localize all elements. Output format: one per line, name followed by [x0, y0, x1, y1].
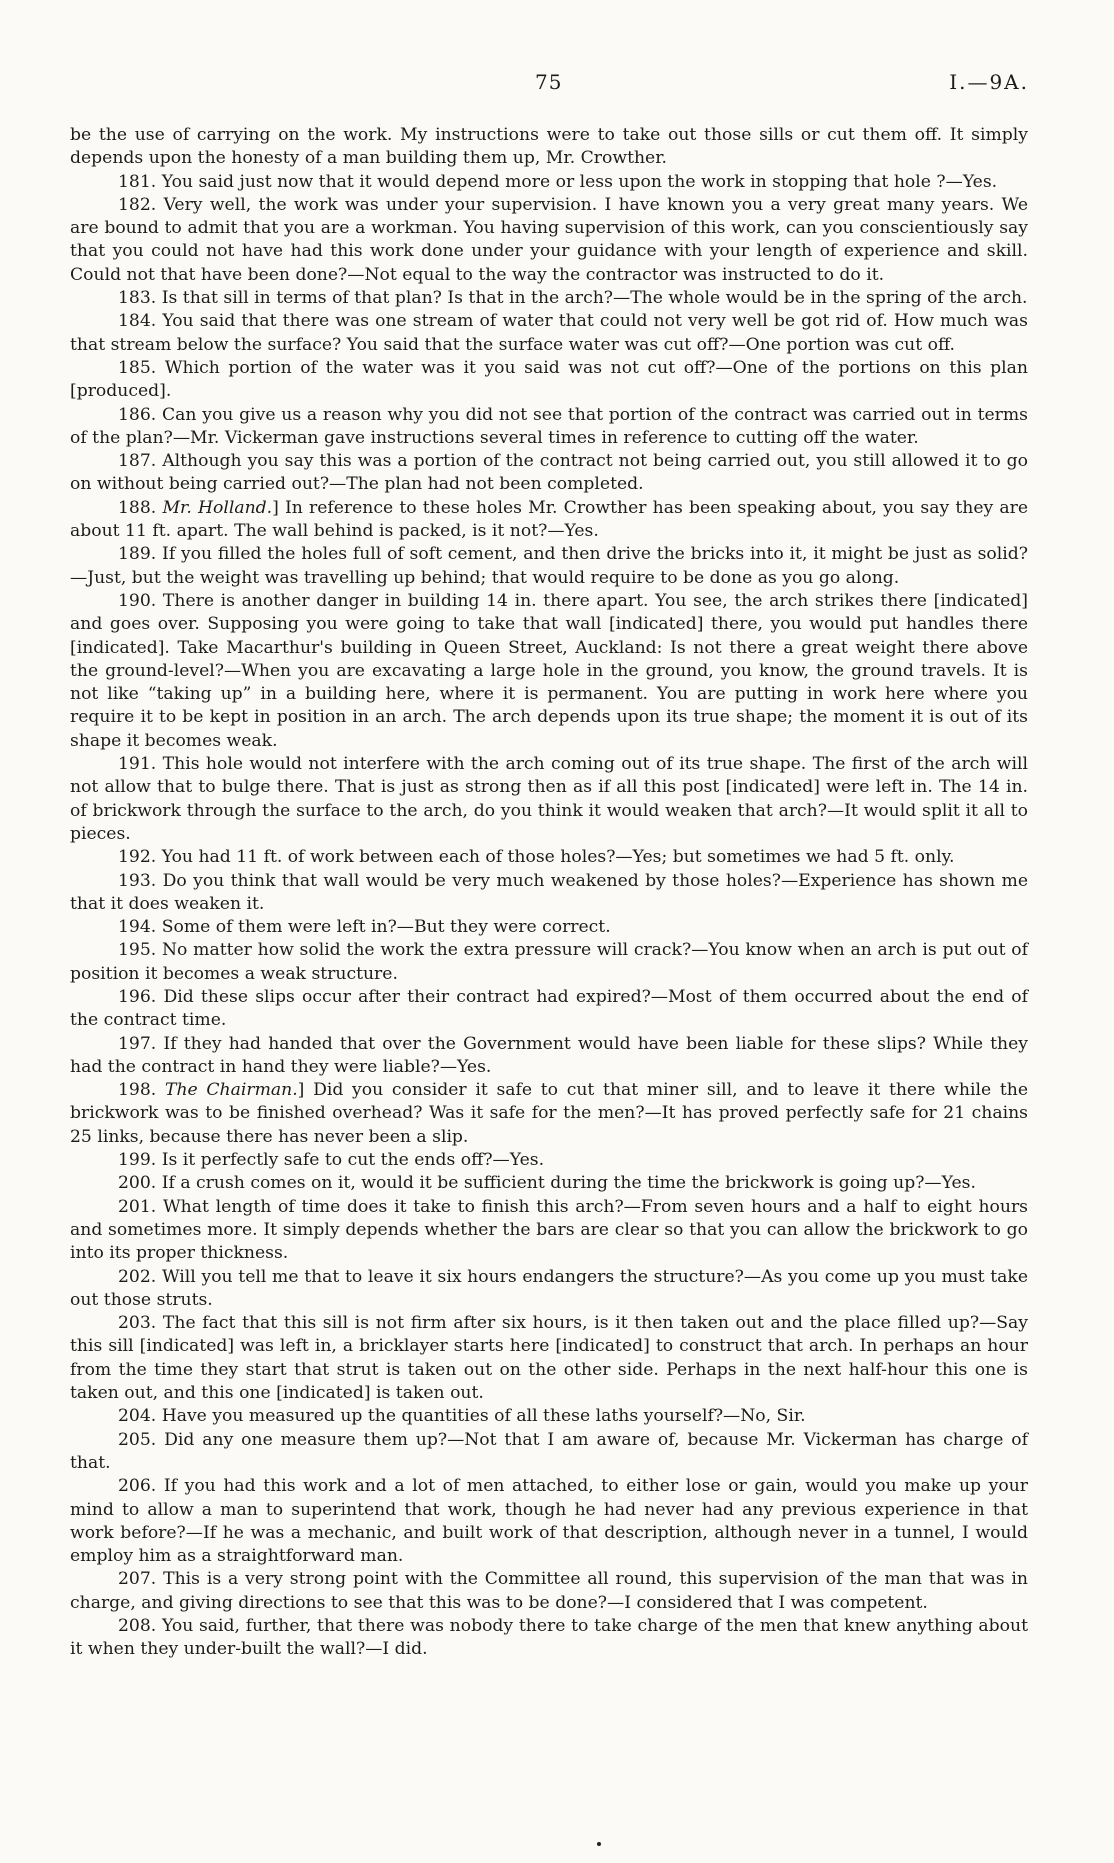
paragraph-199: 199. Is it perfectly safe to cut the ends off?—Yes. [118, 1150, 545, 1171]
paragraph-188: 188. Mr. Holland.] In reference to these holes Mr. Crowther has been speaking about, you say they are about 11 ft. apart. The wall behind is packed, is it not?—Yes. [70, 497, 1028, 542]
paragraph-208: 208. You said, further, that there was nobody there to take charge of the men that knew anything about it when they under-built the wall?—I did. [70, 1616, 1028, 1660]
paragraph-204: 204. Have you measured up the quantities of all these laths yourself?—No, Sir. [118, 1406, 806, 1427]
paragraph-194: 194. Some of them were left in?—But they were correct. [118, 917, 611, 938]
paragraph-201: 201. What length of time does it take to finish this arch?—From seven hours and a half to eight hours and sometimes more. It simply depends whether the bars are clear so that you can allow the brickwork to go into its proper thickness. [70, 1196, 1028, 1264]
paragraph-continued: be the use of carrying on the work. My instructions were to take out those sills or cut them off. It simply depends upon the honesty of a man building them up, Mr. Crowther. [70, 125, 1028, 169]
paragraph-185: 185. Which portion of the water was it you said was not cut off?—One of the portions on this plan [produced]. [70, 357, 1028, 402]
speaker-name: The Chairman. [164, 1080, 298, 1101]
paragraph-181: 181. You said just now that it would depend more or less upon the work in stopping that hole ?—Yes. [118, 171, 998, 192]
paragraph-202: 202. Will you tell me that to leave it six hours endangers the structure?—As you come up you must take out those struts. [70, 1266, 1028, 1310]
paragraph-187: 187. Although you say this was a portion of the contract not being carried out, you still allowed it to go on without being carried out?—The plan had not been completed. [70, 451, 1028, 495]
page-number: 75 [535, 70, 563, 94]
paragraph-183: 183. Is that sill in terms of that plan? Is that in the arch?—The whole would be in the spring of the arch. [118, 288, 1028, 309]
paragraph-198: 198. The Chairman.] Did you consider it safe to cut that miner sill, and to leave it there while the brickwork was to be finished overhead? Was it safe for the men?—It has proved perfectly safe for 21 chains 25 links, because there has never been a slip. [70, 1080, 1028, 1147]
paragraph-200: 200. If a crush comes on it, would it be sufficient during the time the brickwork is going up?—Yes. [118, 1173, 976, 1194]
paragraph-189: 189. If you filled the holes full of soft cement, and then drive the bricks into it, it might be just as solid?—Just, but the weight was travelling up behind; that would require to be done as you go along. [70, 544, 1028, 588]
paragraph-195: 195. No matter how solid the work the extra pressure will crack?—You know when an arch is put out of position it becomes a weak structure. [70, 940, 1028, 984]
paragraph-184: 184. You said that there was one stream of water that could not very well be got rid of. How much was that stream below the surface? You said that the surface water was cut off?—One portion was cut off. [70, 311, 1028, 355]
page-header [0, 70, 1114, 100]
page-mark [597, 1842, 601, 1846]
paragraph-192: 192. You had 11 ft. of work between each of those holes?—Yes; but sometimes we had 5 ft. only. [118, 847, 955, 868]
paragraph-182: 182. Very well, the work was under your supervision. I have known you a very great many years. We are bound to admit that you are a workman. You having supervision of this work, can you conscientiously say that you could not have had this work done under your guidance with your length of experience and skill. Could not that have been done?—Not equal to the way the contractor was instructed to do it. [70, 194, 1028, 285]
speaker-name: Mr. Holland. [162, 497, 273, 518]
paragraph-196: 196. Did these slips occur after their contract had expired?—Most of them occurred about the end of the contract time. [70, 986, 1028, 1031]
body-text [70, 124, 1028, 1662]
paragraph-206: 206. If you had this work and a lot of men attached, to either lose or gain, would you make up your mind to allow a man to superintend that work, though he had never had any previous experience in that work before?—If he was a mechanic, and built work of that description, although never in a tunnel, I would employ him as a straightforward man. [70, 1476, 1028, 1567]
paragraph-191: 191. This hole would not interfere with the arch coming out of its true shape. The first of the arch will not allow that to bulge there. That is just as strong then as if all this post [indicated] were left in. The 14 in. of brickwork through the surface to the arch, do you think it would weaken that arch?—It would split it all to pieces. [70, 754, 1028, 844]
paragraph-203: 203. The fact that this sill is not firm after six hours, is it then taken out and the place filled up?—Say this sill [indicated] was left in, a bricklayer starts here [indicated] to construct that arch. In perhaps an hour from the time they start that strut is taken out on the other side. Perhaps in the next half-hour this one is taken out, and this one [indicated] is taken out. [70, 1313, 1028, 1404]
paragraph-190: 190. There is another danger in building 14 in. there apart. You see, the arch strikes there [indicated] and goes over. Supposing you were going to take that wall [indicated] there, you would put handles there [indicated]. Take Macarthur's building in Queen Street, Auckland: Is not there a great weight there above the ground-level?—When you are excavating a large hole in the ground, you know, the ground travels. It is not like “taking up” in a building here, where it is permanent. You are putting in work here where you require it to be kept in position in an arch. The arch depends upon its true shape; the moment it is out of its shape it becomes weak. [70, 590, 1028, 751]
paragraph-186: 186. Can you give us a reason why you did not see that portion of the contract was carried out in terms of the plan?—Mr. Vickerman gave instructions several times in reference to cutting off the water. [70, 404, 1028, 448]
paragraph-207: 207. This is a very strong point with the Committee all round, this supervision of the man that was in charge, and giving directions to see that this was to be done?—I considered that I was competent. [70, 1569, 1028, 1613]
paragraph-205: 205. Did any one measure them up?—Not that I am aware of, because Mr. Vickerman has charge of that. [70, 1429, 1028, 1473]
paragraph-193: 193. Do you think that wall would be very much weakened by those holes?—Experience has shown me that it does weaken it. [70, 870, 1028, 914]
document-reference: I.—9A. [949, 70, 1029, 94]
paragraph-197: 197. If they had handed that over the Government would have been liable for these slips? While they had the contract in hand they were liable?—Yes. [70, 1033, 1028, 1077]
